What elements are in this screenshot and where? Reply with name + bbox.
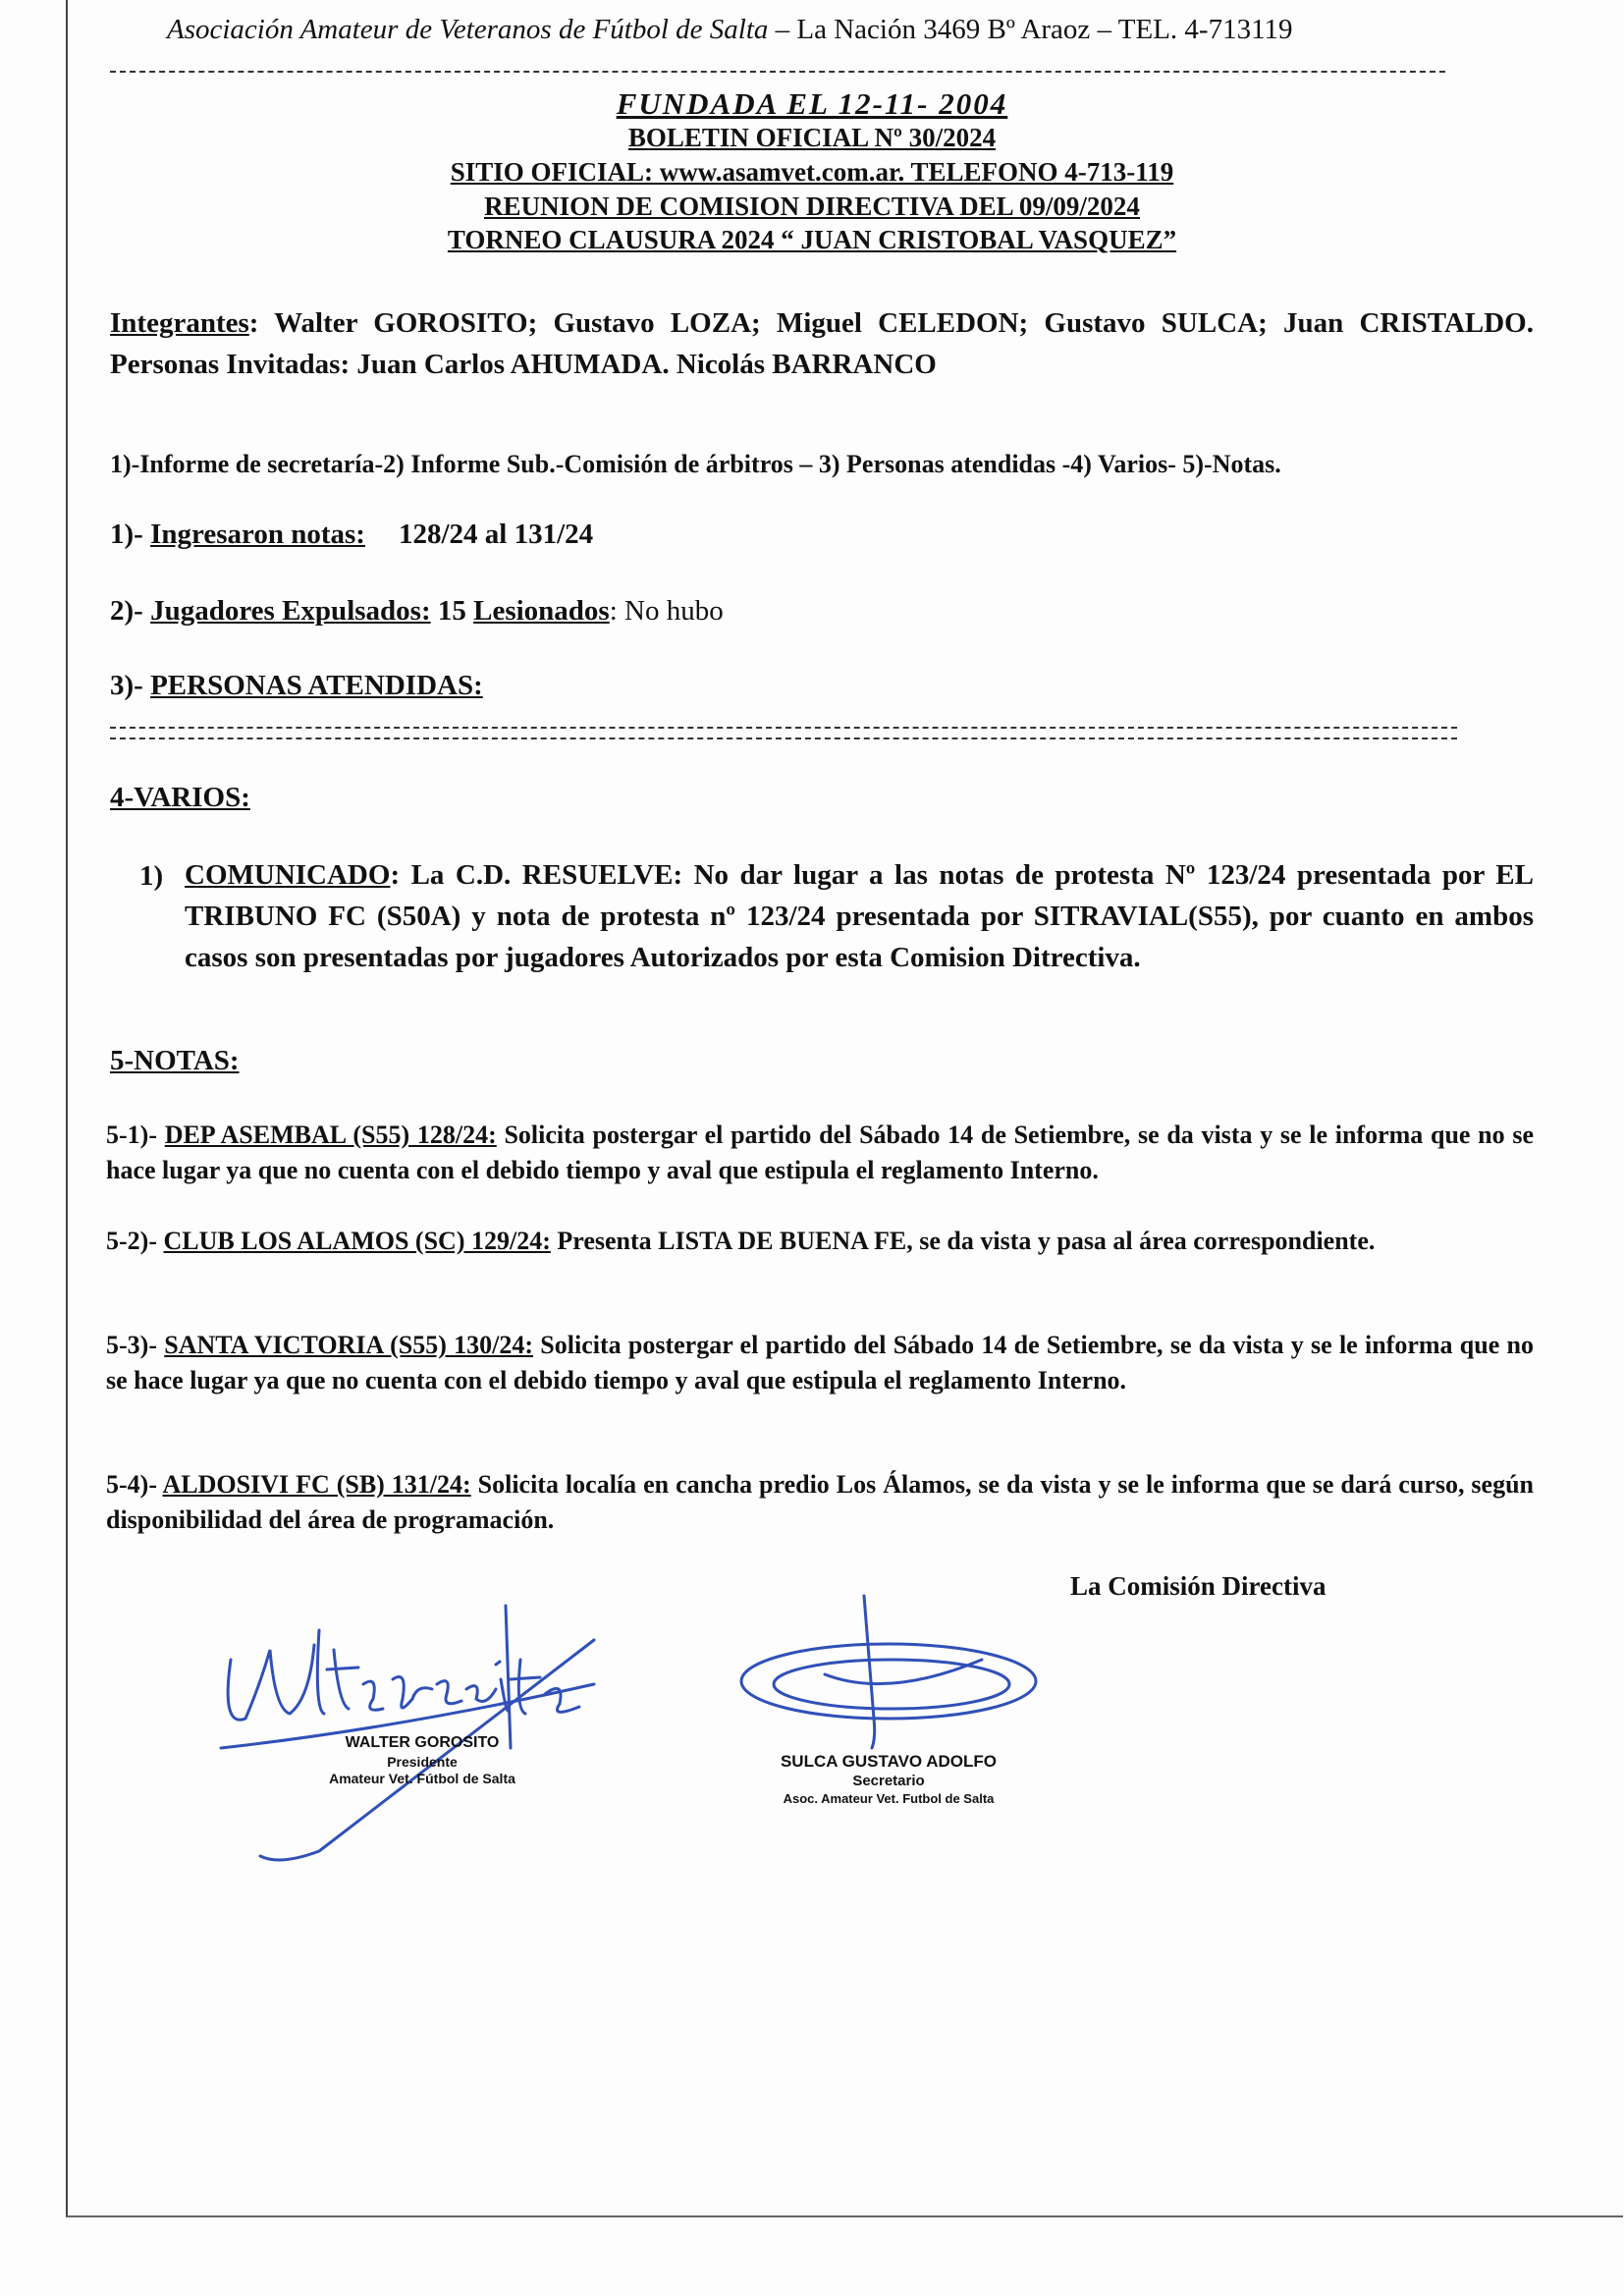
secretary-role: Secretario [852, 1773, 925, 1789]
communique-text: : La C.D. RESUELVE: No dar lugar a las notas de protesta Nº 123/24 presentada por EL TRIBUNO FC (S50A) y nota de protesta nº 123/24 presentada por SITRAVIAL(S55), por cuanto en ambos casos son presentadas por jugadores Autorizados por esta Comision Ditrectiva. [185, 859, 1534, 973]
note-prefix: 5-1)- [106, 1121, 165, 1149]
note-5-3 [106, 1328, 1534, 1398]
note-label: CLUB LOS ALAMOS (SC) 129/24: [163, 1227, 551, 1255]
note-prefix: 5-2)- [106, 1227, 164, 1255]
tournament-title: TORNEO CLAUSURA 2024 “ JUAN CRISTOBAL VASQUEZ” [447, 225, 1177, 254]
item-1-value: 128/24 al 131/24 [398, 519, 594, 550]
president-org: Amateur Vet. Fútbol de Salta [329, 1771, 515, 1786]
item-3-label: PERSONAS ATENDIDAS: [150, 670, 483, 701]
attended-divider-2 [110, 738, 1457, 739]
item-1 [110, 519, 593, 551]
note-label: SANTA VICTORIA (S55) 130/24: [164, 1331, 534, 1359]
varios-heading: 4-VARIOS: [110, 782, 250, 813]
president-name: WALTER GOROSITO [345, 1734, 500, 1751]
note-text: Solicita localía en cancha predio Los Álamos, se da vista y se le informa que se dará curso, según disponibilidad del área de programación. [106, 1470, 1535, 1534]
item-2-value: 15 [430, 595, 474, 627]
note-text: Solicita postergar el partido del Sábado 14 de Setiembre, se da vista y se le informa que no se hace lugar ya que no cuenta con el debido tiempo y aval que estipula el reglamento Interno. [106, 1331, 1534, 1394]
header-divider [110, 71, 1445, 73]
item-3-prefix: 3)- [110, 670, 151, 701]
attended-divider-1 [110, 727, 1457, 729]
meeting-title: REUNION DE COMISION DIRECTIVA DEL 09/09/2024 [484, 191, 1140, 221]
note-text: Solicita postergar el partido del Sábado 14 de Setiembre, se da vista y se le informa que no se hace lugar ya que no cuenta con el debido tiempo y aval que estipula el reglamento Interno. [106, 1121, 1535, 1184]
item-3 [110, 670, 483, 702]
note-5-4 [106, 1467, 1534, 1538]
members-text: : Walter GOROSITO; Gustavo LOZA; Miguel CELEDON; Gustavo SULCA; Juan CRISTALDO. Personas Invitadas: Juan Carlos AHUMADA. Nicolás BARRANCO [110, 307, 1534, 380]
members-paragraph [110, 302, 1534, 385]
president-role: Presidente [387, 1754, 458, 1770]
members-label: Integrantes [110, 307, 249, 339]
letterhead [167, 14, 1293, 46]
bulletin-number: BOLETIN OFICIAL Nº 30/2024 [627, 123, 997, 152]
communique-label: COMUNICADO [185, 859, 391, 891]
notas-heading: 5-NOTAS: [110, 1045, 240, 1076]
item-2-value2: : No hubo [609, 595, 724, 627]
item-1-prefix: 1)- [110, 519, 151, 550]
item-2-label: Jugadores Expulsados: [150, 595, 431, 627]
item-2-prefix: 2)- [110, 595, 151, 627]
note-5-2 [106, 1224, 1534, 1259]
secretary-signature [727, 1591, 1051, 1758]
closing-signoff: La Comisión Directiva [1070, 1571, 1326, 1601]
agenda: 1)-Informe de secretaría-2) Informe Sub.-Comisión de árbitros – 3) Personas atendidas -4) Varios- 5)-Notas. [110, 450, 1281, 478]
note-label: DEP ASEMBAL (S55) 128/24: [164, 1121, 497, 1149]
secretary-org: Asoc. Amateur Vet. Futbol de Salta [783, 1791, 995, 1806]
communique-paragraph [185, 854, 1534, 978]
official-site: SITIO OFICIAL: www.asamvet.com.ar. TELEFONO 4-713-119 [450, 157, 1174, 187]
item-2 [110, 595, 724, 628]
item-1-label: Ingresaron notas: [150, 519, 365, 550]
association-address: – La Nación 3469 Bº Araoz – TEL. 4-713119 [768, 14, 1293, 45]
founded-date: FUNDADA EL 12-11- 2004 [616, 86, 1008, 121]
note-text: Presenta LISTA DE BUENA FE, se da vista y pasa al área correspondiente. [550, 1227, 1376, 1255]
note-prefix: 5-4)- [106, 1470, 163, 1499]
president-signature [201, 1591, 633, 1866]
varios-number: 1) [139, 860, 164, 892]
association-name: Asociación Amateur de Veteranos de Fútbol de Salta [167, 14, 769, 45]
note-prefix: 5-3)- [106, 1331, 165, 1359]
note-label: ALDOSIVI FC (SB) 131/24: [162, 1470, 471, 1499]
secretary-name: SULCA GUSTAVO ADOLFO [780, 1752, 998, 1771]
note-5-1 [106, 1118, 1534, 1188]
item-2-label2: Lesionados [473, 595, 610, 627]
